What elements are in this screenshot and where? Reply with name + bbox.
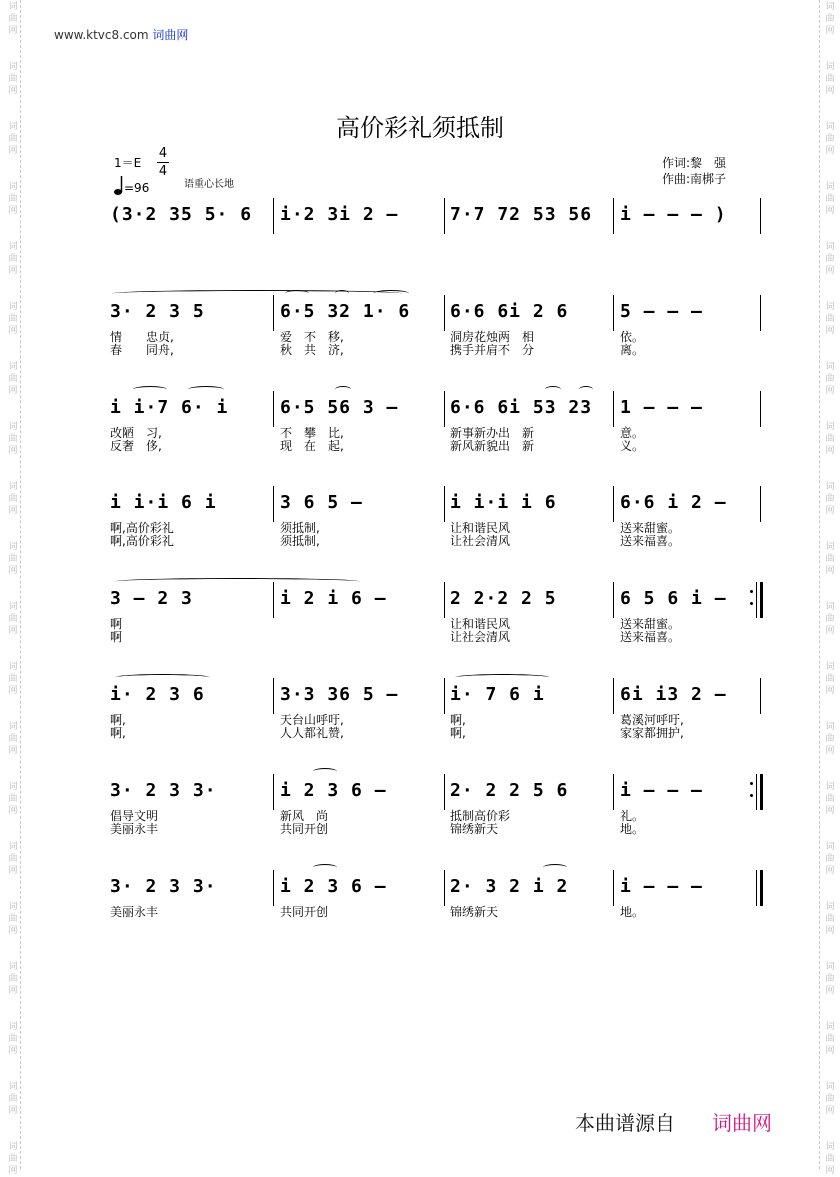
watermark-char: 词 — [825, 662, 835, 672]
watermark-char: 词 — [8, 602, 18, 612]
measure-notes: 3 6 5 – — [280, 492, 363, 513]
measure-notes: 2· 2 2 5 6 — [450, 780, 569, 801]
watermark-char: 曲 — [825, 74, 835, 84]
watermark-char: 网 — [8, 506, 18, 516]
lyric-line: 洞房花烛两 相 — [450, 330, 535, 344]
watermark-char: 网 — [8, 1046, 18, 1056]
slur — [545, 386, 561, 393]
bar-line — [760, 198, 761, 234]
site-name[interactable]: 词曲网 — [152, 28, 189, 42]
lyric-line: 啊 — [110, 617, 123, 631]
watermark-char: 网 — [8, 266, 18, 276]
watermark-char: 词 — [825, 902, 835, 912]
measure-notes: i 2 3 6 – — [280, 780, 387, 801]
lyric-line: 送来福喜。 — [620, 630, 681, 644]
key-signature: 1＝E — [114, 156, 142, 170]
watermark-char: 词 — [8, 242, 18, 252]
measure-notes: i i·i i 6 — [450, 492, 557, 513]
watermark-char: 网 — [8, 866, 18, 876]
measure-notes: 6·5 56 3 – — [280, 397, 399, 418]
watermark-char: 网 — [8, 1106, 18, 1116]
lyric-line: 啊, — [110, 726, 126, 740]
slur — [543, 864, 567, 871]
watermark-char: 曲 — [8, 1094, 18, 1104]
bar-line — [613, 391, 614, 427]
watermark-char: 曲 — [8, 1034, 18, 1044]
watermark-char: 曲 — [8, 734, 18, 744]
watermark-char: 词 — [8, 662, 18, 672]
watermark-char: 词 — [825, 2, 835, 12]
watermark-char: 曲 — [825, 674, 835, 684]
watermark-char: 词 — [825, 842, 835, 852]
lyric-line: 共同开创 — [280, 822, 329, 836]
site-url[interactable]: www.ktvc8.com — [54, 28, 149, 42]
lyric-line: 天台山呼吁, — [280, 713, 344, 727]
lyric-line: 反奢 侈, — [110, 439, 162, 453]
watermark-char: 曲 — [8, 614, 18, 624]
watermark-char: 词 — [825, 1142, 835, 1152]
measure-notes: i – – – — [620, 780, 703, 801]
watermark-char: 曲 — [8, 554, 18, 564]
slur — [335, 386, 351, 393]
measure-notes: i i·7 6· i — [110, 397, 229, 418]
slur — [579, 386, 593, 393]
lyric-line: 共同开创 — [280, 905, 329, 919]
measure-notes: 7·7 72 53 56 — [450, 204, 593, 225]
lyric-line: 携手并肩不 分 — [450, 343, 535, 357]
watermark-char: 网 — [825, 86, 835, 96]
watermark-char: 网 — [825, 986, 835, 996]
bar-line — [444, 486, 445, 522]
measure-notes: 2 2·2 2 5 — [450, 588, 557, 609]
lyric-line: 锦绣新天 — [450, 905, 499, 919]
watermark-char: 网 — [8, 386, 18, 396]
watermark-char: 词 — [825, 62, 835, 72]
lyric-line: 让和谐民风 — [450, 617, 511, 631]
measure-notes: 6·6 6i 2 6 — [450, 301, 569, 322]
watermark-char: 曲 — [825, 1154, 835, 1164]
lyric-line: 美丽永丰 — [110, 905, 159, 919]
watermark-char: 网 — [825, 26, 835, 36]
lyric-line: 礼。 — [620, 809, 645, 823]
watermark-char: 曲 — [825, 554, 835, 564]
watermark-char: 网 — [8, 926, 18, 936]
lyric-line: 啊, — [450, 726, 466, 740]
lyricist-credit: 作词:黎 强 — [662, 156, 727, 170]
slur — [115, 674, 210, 681]
watermark-char: 词 — [825, 422, 835, 432]
lyric-line: 锦绣新天 — [450, 822, 499, 836]
watermark-char: 曲 — [825, 494, 835, 504]
composer-credit: 作曲:南梆子 — [662, 172, 727, 186]
lyric-line: 须抵制, — [280, 534, 320, 548]
lyric-line: 须抵制, — [280, 521, 320, 535]
lyric-line: 新事新办出 新 — [450, 426, 535, 440]
source-site[interactable]: 词曲网 — [712, 1111, 772, 1135]
lyric-line: 送来甜蜜。 — [620, 617, 681, 631]
lyric-line: 葛溪河呼吁, — [620, 713, 684, 727]
repeat-end-barline — [760, 582, 763, 618]
watermark-char: 网 — [8, 326, 18, 336]
measure-notes: i – – – — [620, 876, 703, 897]
watermark-char: 网 — [825, 686, 835, 696]
watermark-char: 网 — [8, 146, 18, 156]
quarter-note-icon — [114, 174, 124, 196]
watermark-char: 词 — [8, 182, 18, 192]
bar-line — [613, 678, 614, 714]
lyric-line: 啊, — [450, 713, 466, 727]
measure-notes: 6i i3 2 – — [620, 684, 727, 705]
watermark-char: 网 — [825, 926, 835, 936]
measure-notes: (3·2 35 5· 6 — [110, 204, 253, 225]
watermark-char: 网 — [825, 746, 835, 756]
lyric-line: 啊,高价彩礼 — [110, 534, 174, 548]
final-barline — [760, 870, 763, 906]
watermark-char: 曲 — [8, 194, 18, 204]
watermark-char: 曲 — [8, 254, 18, 264]
watermark-char: 词 — [8, 362, 18, 372]
lyric-line: 送来甜蜜。 — [620, 521, 681, 535]
watermark-char: 网 — [8, 806, 18, 816]
watermark-char: 曲 — [8, 674, 18, 684]
watermark-char: 网 — [8, 566, 18, 576]
bar-line — [444, 295, 445, 331]
watermark-char: 曲 — [8, 314, 18, 324]
lyric-line: 不 攀 比, — [280, 426, 344, 440]
watermark-char: 词 — [825, 362, 835, 372]
watermark-char: 词 — [8, 482, 18, 492]
watermark-char: 网 — [8, 206, 18, 216]
watermark-char: 曲 — [825, 314, 835, 324]
bar-line — [273, 678, 274, 714]
watermark-char: 词 — [8, 782, 18, 792]
bar-line — [273, 486, 274, 522]
lyric-line: 啊 — [110, 630, 123, 644]
bar-line — [273, 870, 274, 906]
watermark-char: 曲 — [8, 434, 18, 444]
watermark-char: 曲 — [8, 74, 18, 84]
watermark-char: 网 — [825, 146, 835, 156]
measure-notes: i i·i 6 i — [110, 492, 217, 513]
bar-line — [760, 678, 761, 714]
measure-notes: 6·6 i 2 – — [620, 492, 727, 513]
watermark-char: 网 — [8, 86, 18, 96]
lyric-line: 地。 — [620, 822, 645, 836]
lyric-line: 新风新貌出 新 — [450, 439, 535, 453]
slur — [115, 578, 360, 585]
watermark-char: 曲 — [8, 374, 18, 384]
measure-notes: i 2 i 6 – — [280, 588, 387, 609]
watermark-char: 词 — [825, 122, 835, 132]
lyric-line: 爱 不 移, — [280, 330, 344, 344]
watermark-char: 词 — [825, 782, 835, 792]
lyric-line: 春 同舟, — [110, 343, 174, 357]
measure-notes: i 2 3 6 – — [280, 876, 387, 897]
lyric-line: 人人都礼赞, — [280, 726, 344, 740]
bar-line — [444, 582, 445, 618]
watermark-char: 曲 — [8, 794, 18, 804]
watermark-char: 词 — [8, 842, 18, 852]
watermark-char: 曲 — [825, 434, 835, 444]
bar-line — [756, 582, 757, 618]
bar-line — [613, 774, 614, 810]
bar-line — [756, 870, 757, 906]
watermark-char: 曲 — [8, 14, 18, 24]
watermark-char: 网 — [8, 986, 18, 996]
lyric-line: 啊, — [110, 713, 126, 727]
slur — [188, 386, 224, 393]
watermark-char: 曲 — [825, 794, 835, 804]
watermark-char: 曲 — [825, 1034, 835, 1044]
watermark-char: 词 — [825, 482, 835, 492]
watermark-char: 词 — [825, 182, 835, 192]
slur — [313, 768, 337, 775]
repeat-dot — [750, 794, 753, 797]
bar-line — [273, 582, 274, 618]
watermark-char: 网 — [825, 266, 835, 276]
bar-line — [273, 774, 274, 810]
watermark-char: 词 — [825, 242, 835, 252]
bar-line — [613, 582, 614, 618]
repeat-dot — [750, 782, 753, 785]
slur — [133, 386, 167, 393]
bar-line — [273, 198, 274, 234]
watermark-char: 曲 — [8, 914, 18, 924]
lyric-line: 让和谐民风 — [450, 521, 511, 535]
watermark-char: 网 — [825, 326, 835, 336]
time-signature-bottom: 4 — [158, 164, 168, 179]
measure-notes: i· 2 3 6 — [110, 684, 205, 705]
repeat-dot — [750, 602, 753, 605]
slur — [313, 864, 337, 871]
lyric-line: 送来福喜。 — [620, 534, 681, 548]
watermark-char: 词 — [8, 422, 18, 432]
watermark-char: 词 — [825, 722, 835, 732]
site-header[interactable] — [54, 26, 188, 43]
watermark-char: 曲 — [825, 254, 835, 264]
watermark-char: 网 — [8, 626, 18, 636]
watermark-char: 曲 — [825, 374, 835, 384]
tempo: =96 — [124, 181, 150, 195]
lyric-line: 倡导文明 — [110, 809, 159, 823]
lyric-line: 离。 — [620, 343, 645, 357]
watermark-char: 曲 — [8, 1154, 18, 1164]
watermark-char: 网 — [825, 506, 835, 516]
watermark-char: 网 — [825, 1046, 835, 1056]
bar-line — [613, 870, 614, 906]
watermark-char: 词 — [8, 1022, 18, 1032]
watermark-char: 网 — [8, 26, 18, 36]
watermark-char: 曲 — [8, 494, 18, 504]
watermark-char: 词 — [8, 2, 18, 12]
measure-notes: 6 5 6 i – — [620, 588, 727, 609]
watermark-char: 词 — [8, 1082, 18, 1092]
watermark-char: 网 — [825, 626, 835, 636]
lyric-line: 美丽永丰 — [110, 822, 159, 836]
watermark-char: 曲 — [8, 854, 18, 864]
repeat-end-barline — [760, 774, 763, 810]
measure-notes: 1 – – – — [620, 397, 703, 418]
measure-notes: 6·5 32 1· 6 — [280, 301, 411, 322]
bar-line — [444, 870, 445, 906]
watermark-char: 词 — [8, 962, 18, 972]
bar-line — [613, 295, 614, 331]
bar-line — [760, 295, 761, 331]
watermark-char: 网 — [8, 1166, 18, 1176]
watermark-char: 词 — [8, 62, 18, 72]
bar-line — [444, 198, 445, 234]
watermark-char: 网 — [825, 206, 835, 216]
lyric-line: 秋 共 济, — [280, 343, 344, 357]
measure-notes: 2· 3 2 i 2 — [450, 876, 569, 897]
watermark-char: 词 — [8, 902, 18, 912]
lyric-line: 家家都拥护, — [620, 726, 684, 740]
slur — [112, 290, 402, 297]
bar-line — [760, 391, 761, 427]
bar-line — [273, 391, 274, 427]
song-title: 高价彩礼须抵制 — [336, 114, 504, 142]
watermark-char: 曲 — [8, 134, 18, 144]
measure-notes: i· 7 6 i — [450, 684, 545, 705]
watermark-char: 曲 — [825, 1094, 835, 1104]
slur — [455, 674, 550, 681]
watermark-char: 网 — [825, 1106, 835, 1116]
bar-line — [760, 486, 761, 522]
measure-notes: 3· 2 3 3· — [110, 780, 217, 801]
slur — [285, 290, 309, 297]
watermark-char: 词 — [825, 302, 835, 312]
lyric-line: 意。 — [620, 426, 645, 440]
watermark-char: 曲 — [825, 914, 835, 924]
watermark-char: 词 — [825, 602, 835, 612]
measure-notes: i – – – ) — [620, 204, 727, 225]
measure-notes: 3 – 2 3 — [110, 588, 193, 609]
time-signature-top: 4 — [158, 146, 168, 161]
watermark-char: 网 — [825, 386, 835, 396]
watermark-char: 网 — [825, 566, 835, 576]
measure-notes: 3· 2 3 5 — [110, 301, 205, 322]
watermark-char: 词 — [825, 962, 835, 972]
measure-notes: i·2 3i 2 – — [280, 204, 399, 225]
lyric-line: 啊,高价彩礼 — [110, 521, 174, 535]
watermark-char: 词 — [825, 1082, 835, 1092]
watermark-char: 词 — [8, 122, 18, 132]
lyric-line: 地。 — [620, 905, 645, 919]
watermark-char: 网 — [825, 866, 835, 876]
bar-line — [273, 295, 274, 331]
source-label: 本曲谱源自 — [575, 1111, 675, 1135]
watermark-char: 网 — [825, 806, 835, 816]
lyric-line: 让社会清风 — [450, 534, 511, 548]
bar-line — [444, 391, 445, 427]
lyric-line: 义。 — [620, 439, 645, 453]
lyric-line: 改陋 习, — [110, 426, 162, 440]
watermark-char: 网 — [8, 746, 18, 756]
measure-notes: 3·3 36 5 – — [280, 684, 399, 705]
source-credit — [498, 1090, 798, 1150]
watermark-char: 词 — [8, 722, 18, 732]
bar-line — [444, 774, 445, 810]
watermark-char: 曲 — [8, 974, 18, 984]
slur — [335, 290, 349, 297]
bar-line — [756, 774, 757, 810]
expression-mark: 语重心长地 — [184, 179, 234, 190]
watermark-char: 曲 — [825, 734, 835, 744]
watermark-char: 词 — [8, 302, 18, 312]
watermark-char: 曲 — [825, 14, 835, 24]
watermark-char: 词 — [825, 542, 835, 552]
watermark-char: 词 — [8, 542, 18, 552]
watermark-char: 词 — [825, 1022, 835, 1032]
lyric-line: 抵制高价彩 — [450, 809, 511, 823]
watermark-char: 网 — [8, 446, 18, 456]
watermark-char: 曲 — [825, 854, 835, 864]
repeat-dot — [750, 590, 753, 593]
watermark-char: 曲 — [825, 194, 835, 204]
bar-line — [444, 678, 445, 714]
watermark-char: 曲 — [825, 974, 835, 984]
lyric-line: 让社会清风 — [450, 630, 511, 644]
lyric-line: 情 忠贞, — [110, 330, 174, 344]
bar-line — [613, 486, 614, 522]
watermark-char: 网 — [825, 1166, 835, 1176]
slur — [373, 290, 409, 297]
lyric-line: 现 在 起, — [280, 439, 344, 453]
lyric-line: 依。 — [620, 330, 645, 344]
bar-line — [613, 198, 614, 234]
watermark-char: 曲 — [825, 614, 835, 624]
lyric-line: 新风 尚 — [280, 809, 329, 823]
measure-notes: 6·6 6i 53 23 — [450, 397, 593, 418]
watermark-char: 曲 — [825, 134, 835, 144]
watermark-char: 词 — [8, 1142, 18, 1152]
measure-notes: 3· 2 3 3· — [110, 876, 217, 897]
watermark-char: 网 — [825, 446, 835, 456]
time-signature-line — [157, 162, 169, 163]
watermark-char: 网 — [8, 686, 18, 696]
measure-notes: 5 – – – — [620, 301, 703, 322]
